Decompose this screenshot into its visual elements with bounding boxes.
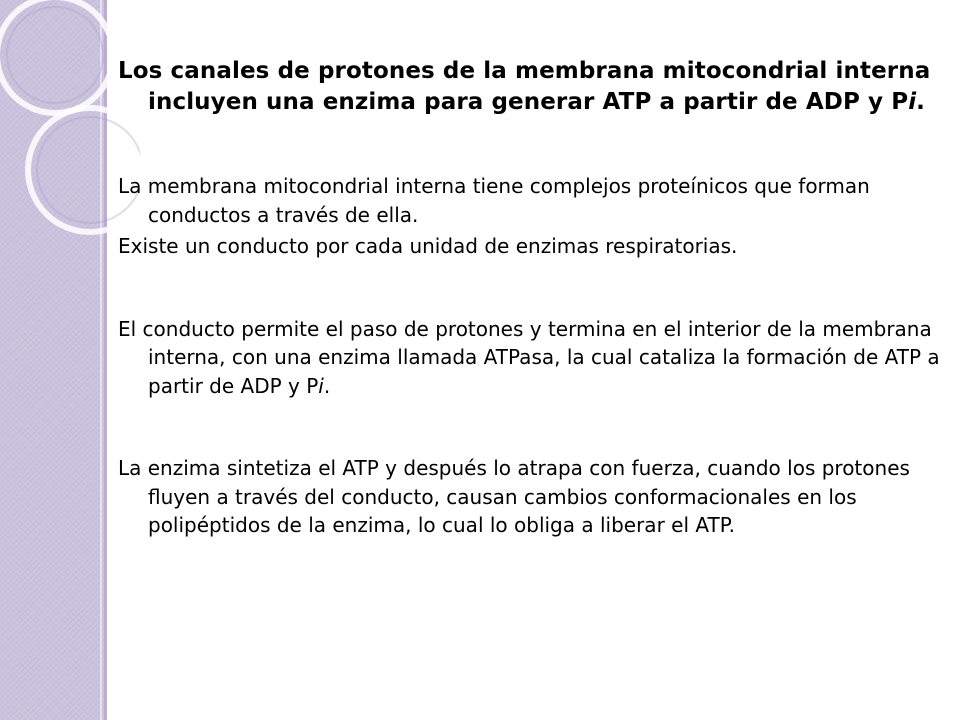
slide-content [118, 56, 944, 540]
paragraph-4 [118, 454, 944, 540]
paragraph-3-end: . [323, 373, 331, 398]
ring-top [0, 0, 113, 113]
paragraph-2 [118, 232, 944, 261]
paragraph-3-italic: i [318, 373, 324, 398]
paragraph-1-text: La membrana mitocondrial interna tiene complejos proteínicos que forman conductos a través de ella. [118, 174, 870, 227]
slide-title-text: Los canales de protones de la membrana mitocondrial interna incluyen una enzima para generar ATP a partir de ADP y P [118, 58, 931, 115]
slide-title-italic: i [908, 89, 917, 115]
paragraph-3-text: El conducto permite el paso de protones y termina en el interior de la membrana interna, con una enzima llamada ATPasa, la cual cataliza la formación de ATP a partir de ADP y P [118, 316, 940, 398]
paragraph-2-text: Existe un conducto por cada unidad de enzimas respiratorias. [118, 234, 738, 258]
slide-title [118, 56, 944, 118]
paragraph-1 [118, 172, 944, 229]
paragraph-4-text: La enzima sintetiza el ATP y después lo atrapa con fuerza, cuando los protones fluyen a través del conducto, causan cambios conformacionales en los polipéptidos de la enzima, lo cual lo obliga a liberar el ATP. [118, 456, 910, 537]
ring-top-inner [7, 7, 103, 103]
slide-title-end: . [916, 89, 926, 115]
paragraph-3 [118, 315, 944, 401]
